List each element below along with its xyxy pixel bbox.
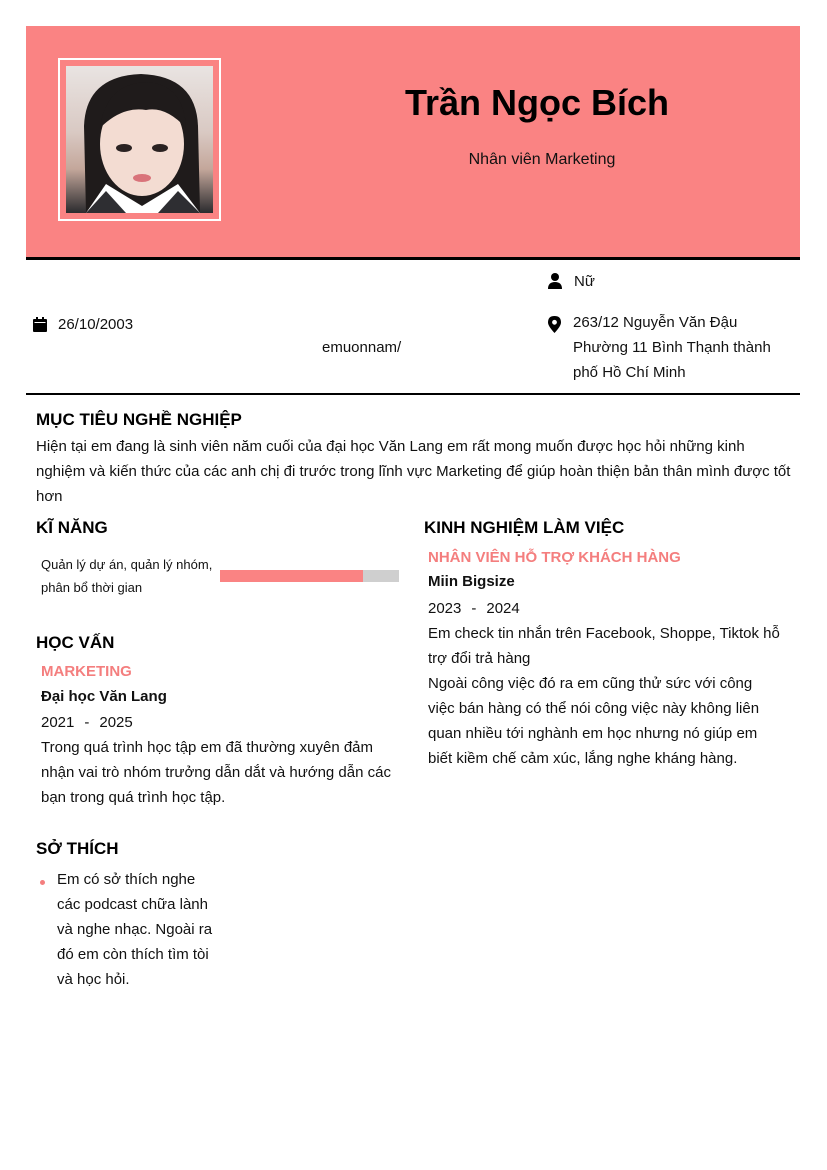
user-icon (548, 273, 562, 289)
avatar (66, 66, 213, 213)
skills-heading: KĨ NĂNG (36, 518, 108, 537)
skill-level-bar (220, 570, 399, 582)
avatar-illustration (66, 66, 213, 213)
website-value[interactable]: emuonnam/ (322, 339, 402, 356)
education-heading: HỌC VẤN (36, 633, 115, 652)
birthday-value: 26/10/2003 (58, 316, 134, 333)
experience-company: Miin Bigsize (428, 573, 515, 590)
objective-heading: MỤC TIÊU NGHỀ NGHIỆP (36, 410, 242, 429)
experience-period-separator: - (471, 600, 477, 617)
candidate-name: Trần Ngọc Bích (404, 82, 670, 123)
education-end: 2025 (99, 714, 133, 731)
experience-description-1: Em check tin nhắn trên Facebook, Shoppe, Tiktok hỗ trợ đổi trả hàng (428, 625, 780, 667)
education-period-separator: - (84, 714, 90, 731)
experience-position: NHÂN VIÊN HỖ TRỢ KHÁCH HÀNG (428, 549, 681, 566)
calendar-icon (33, 317, 47, 332)
education-start: 2021 (41, 714, 75, 731)
skill-label: Quản lý dự án, quản lý nhóm, phân bổ thời gian (41, 557, 213, 595)
experience-heading: KINH NGHIỆM LÀM VIỆC (424, 518, 625, 537)
experience-period (428, 596, 520, 621)
job-title: Nhân viên Marketing (468, 151, 616, 168)
hobby-bullet (40, 880, 45, 885)
experience-start: 2023 (428, 600, 462, 617)
objective-text: Hiện tại em đang là sinh viên năm cuối của đại học Văn Lang em rất mong muốn được học hỏi những kinh nghiệm và kiến thức của các anh chị đi trước trong lĩnh vực Marketing để giúp hoàn thiện bản thân mình được tốt hơn (36, 438, 791, 505)
hobbies-heading: SỞ THÍCH (36, 839, 119, 858)
gender-value: Nữ (574, 273, 595, 290)
experience-end: 2024 (486, 600, 520, 617)
map-pin-icon (548, 316, 561, 333)
skill-level-fill (220, 570, 363, 582)
education-school: Đại học Văn Lang (41, 688, 167, 705)
education-major: MARKETING (41, 663, 132, 680)
header-divider (26, 257, 800, 260)
education-period (41, 710, 133, 735)
contact-divider (26, 393, 800, 395)
address-value: 263/12 Nguyễn Văn Đậu Phường 11 Bình Thạnh thành phố Hồ Chí Minh (573, 314, 771, 381)
hobby-text: Em có sở thích nghe các podcast chữa lành và nghe nhạc. Ngoài ra đó em còn thích tìm tòi và học hỏi. (57, 871, 213, 988)
experience-description-2: Ngoài công việc đó ra em cũng thử sức với công việc bán hàng có thể nói công việc này không liên quan nhiều tới nghành em học nhưng nó giúp em biết kiềm chế cảm xúc, lắng nghe kháng hàng. (428, 675, 760, 767)
avatar-frame (58, 58, 221, 221)
education-description: Trong quá trình học tập em đã thường xuyên đảm nhận vai trò nhóm trưởng dẫn dắt và hướng dẫn các bạn trong quá trình học tập. (41, 739, 391, 806)
cv-header (26, 26, 800, 257)
